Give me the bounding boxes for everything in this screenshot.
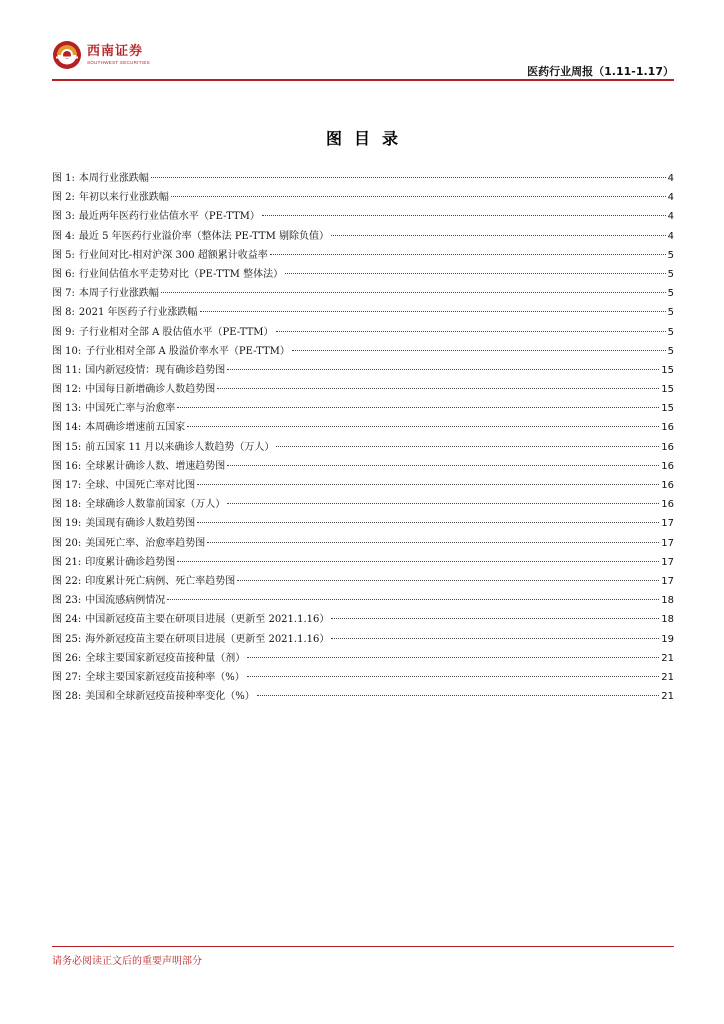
- figure-number: 图 3:: [52, 211, 75, 223]
- figure-title: 本周确诊增速前五国家: [85, 422, 186, 434]
- figure-number: 图 12:: [52, 384, 82, 396]
- header-divider: [52, 79, 674, 81]
- figure-number: 图 24:: [52, 614, 82, 626]
- toc-entry[interactable]: [52, 227, 674, 246]
- figure-title: 美国死亡率、治愈率趋势图: [85, 537, 206, 549]
- figure-number: 图 26:: [52, 652, 82, 664]
- figure-title: 全球主要国家新冠疫苗接种率（%）: [85, 671, 245, 683]
- figure-title: 年初以来行业涨跌幅: [78, 192, 169, 204]
- page-number: 4: [667, 192, 674, 204]
- page-number: 15: [661, 403, 674, 415]
- figure-number: 图 16:: [52, 460, 82, 472]
- toc-entry[interactable]: [52, 649, 674, 668]
- page-number: 17: [661, 537, 674, 549]
- toc-entry[interactable]: [52, 514, 674, 533]
- figure-title: 印度累计死亡病例、死亡率趋势图: [85, 575, 236, 587]
- figure-number: 图 25:: [52, 633, 82, 645]
- toc-entry[interactable]: [52, 457, 674, 476]
- toc-entry[interactable]: [52, 303, 674, 322]
- figure-number: 图 5:: [52, 249, 75, 261]
- dot-leader: [177, 561, 659, 562]
- logo-english-name: SOUTHWEST SECURITIES: [87, 60, 150, 65]
- report-title: 医药行业周报（1.11-1.17）: [527, 65, 674, 78]
- toc-entry[interactable]: [52, 342, 674, 361]
- page-number: 15: [661, 364, 674, 376]
- figure-number: 图 10:: [52, 345, 82, 357]
- figure-title: 行业间对比-相对沪深 300 超额累计收益率: [78, 249, 268, 261]
- dot-leader: [247, 657, 659, 658]
- figure-number: 图 28:: [52, 691, 82, 703]
- page-number: 21: [661, 671, 674, 683]
- figure-number: 图 15:: [52, 441, 82, 453]
- toc-entry[interactable]: [52, 246, 674, 265]
- toc-entry[interactable]: [52, 265, 674, 284]
- dot-leader: [276, 331, 666, 332]
- page-number: 16: [661, 480, 674, 491]
- dot-leader: [200, 311, 666, 312]
- page-number: 5: [667, 345, 674, 357]
- page-number: 16: [661, 441, 674, 453]
- toc-entry[interactable]: [52, 323, 674, 342]
- toc-entry[interactable]: [52, 630, 674, 649]
- figure-number: 图 8:: [52, 307, 75, 319]
- figure-number: 图 17:: [52, 480, 82, 491]
- figure-title: 子行业相对全部 A 股估值水平（PE-TTM）: [78, 326, 274, 338]
- page-number: 16: [661, 422, 674, 434]
- figure-number: 图 11:: [52, 364, 82, 376]
- page-number: 16: [661, 499, 674, 511]
- dot-leader: [276, 446, 659, 447]
- dot-leader: [227, 465, 659, 466]
- toc-entry[interactable]: [52, 169, 674, 188]
- page-number: 5: [667, 307, 674, 319]
- figure-title: 中国死亡率与治愈率: [85, 403, 176, 415]
- page-number: 17: [661, 556, 674, 568]
- dot-leader: [161, 292, 666, 293]
- figure-title: 全球、中国死亡率对比图: [85, 480, 196, 491]
- toc-entry[interactable]: [52, 380, 674, 399]
- page-number: 19: [661, 633, 674, 645]
- page-number: 17: [661, 575, 674, 587]
- figure-table-of-contents: [52, 169, 674, 706]
- figure-title: 最近两年医药行业估值水平（PE-TTM）: [78, 211, 260, 223]
- dot-leader: [227, 369, 659, 370]
- page-number: 5: [667, 268, 674, 280]
- toc-entry[interactable]: [52, 284, 674, 303]
- figure-number: 图 23:: [52, 595, 82, 607]
- dot-leader: [167, 599, 659, 600]
- page-number: 21: [661, 691, 674, 703]
- figure-title: 中国新冠疫苗主要在研项目进展（更新至 2021.1.16）: [85, 614, 330, 626]
- figure-title: 美国现有确诊人数趋势图: [85, 518, 196, 530]
- page-number: 18: [661, 595, 674, 607]
- toc-entry[interactable]: [52, 438, 674, 457]
- page-number: 15: [661, 384, 674, 396]
- toc-entry[interactable]: [52, 687, 674, 706]
- toc-entry[interactable]: [52, 418, 674, 437]
- toc-heading: 图目录: [325, 129, 410, 148]
- dot-leader: [262, 215, 666, 216]
- toc-entry[interactable]: [52, 610, 674, 629]
- figure-number: 图 4:: [52, 230, 75, 242]
- page-number: 5: [667, 288, 674, 300]
- figure-title: 美国和全球新冠疫苗接种率变化（%）: [85, 691, 255, 703]
- figure-title: 全球确诊人数靠前国家（万人）: [85, 499, 226, 511]
- page-header: [52, 40, 674, 84]
- figure-title: 行业间估值水平走势对比（PE-TTM 整体法）: [78, 268, 284, 280]
- figure-number: 图 19:: [52, 518, 82, 530]
- figure-number: 图 2:: [52, 192, 75, 204]
- figure-number: 图 20:: [52, 537, 82, 549]
- logo-emblem-icon: [52, 40, 82, 70]
- dot-leader: [270, 254, 666, 255]
- disclaimer-note: 请务必阅读正文后的重要声明部分: [52, 956, 202, 967]
- dot-leader: [331, 618, 659, 619]
- dot-leader: [217, 388, 659, 389]
- dot-leader: [292, 350, 666, 351]
- toc-entry[interactable]: [52, 361, 674, 380]
- figure-title: 本周子行业涨跌幅: [78, 288, 159, 300]
- dot-leader: [171, 196, 666, 197]
- toc-entry[interactable]: [52, 399, 674, 418]
- figure-title: 国内新冠疫情：现有确诊趋势图: [85, 364, 226, 376]
- dot-leader: [237, 580, 659, 581]
- dot-leader: [177, 407, 659, 408]
- figure-number: 图 21:: [52, 556, 82, 568]
- dot-leader: [187, 426, 659, 427]
- figure-title: 中国流感病例情况: [85, 595, 166, 607]
- figure-number: 图 9:: [52, 326, 75, 338]
- figure-number: 图 6:: [52, 268, 75, 280]
- toc-entry[interactable]: [52, 591, 674, 610]
- page-number: 4: [667, 211, 674, 223]
- figure-number: 图 27:: [52, 671, 82, 683]
- figure-number: 图 1:: [52, 173, 75, 184]
- page-number: 16: [661, 460, 674, 472]
- figure-number: 图 18:: [52, 499, 82, 511]
- dot-leader: [207, 542, 659, 543]
- page-number: 4: [667, 173, 674, 184]
- figure-number: 图 22:: [52, 575, 82, 587]
- figure-title: 本周行业涨跌幅: [78, 173, 149, 184]
- figure-number: 图 7:: [52, 288, 75, 300]
- company-logo: [52, 40, 150, 70]
- figure-title: 全球主要国家新冠疫苗接种量（剂）: [85, 652, 246, 664]
- toc-entry[interactable]: [52, 188, 674, 207]
- page-number: 17: [661, 518, 674, 530]
- dot-leader: [285, 273, 666, 274]
- dot-leader: [197, 484, 659, 485]
- logo-chinese-name: 西南证券: [87, 44, 144, 59]
- page-number: 18: [661, 614, 674, 626]
- figure-title: 中国每日新增确诊人数趋势图: [85, 384, 216, 396]
- dot-leader: [197, 522, 659, 523]
- dot-leader: [151, 177, 666, 178]
- toc-entry[interactable]: [52, 495, 674, 514]
- figure-title: 前五国家 11 月以来确诊人数趋势（万人）: [85, 441, 275, 453]
- figure-number: 图 14:: [52, 422, 82, 434]
- toc-entry[interactable]: [52, 572, 674, 591]
- toc-entry[interactable]: [52, 476, 674, 495]
- dot-leader: [331, 235, 666, 236]
- toc-entry[interactable]: [52, 534, 674, 553]
- toc-entry[interactable]: [52, 668, 674, 687]
- page-number: 4: [667, 230, 674, 242]
- figure-title: 全球累计确诊人数、增速趋势图: [85, 460, 226, 472]
- toc-entry[interactable]: [52, 553, 674, 572]
- dot-leader: [247, 676, 659, 677]
- dot-leader: [257, 695, 659, 696]
- figure-title: 最近 5 年医药行业溢价率（整体法 PE-TTM 剔除负值）: [78, 230, 329, 242]
- toc-entry[interactable]: [52, 207, 674, 226]
- figure-number: 图 13:: [52, 403, 82, 415]
- page-number: 5: [667, 249, 674, 261]
- dot-leader: [331, 638, 659, 639]
- dot-leader: [227, 503, 659, 504]
- footer-divider: [52, 946, 674, 947]
- page-number: 21: [661, 652, 674, 664]
- figure-title: 子行业相对全部 A 股溢价率水平（PE-TTM）: [85, 345, 290, 357]
- figure-title: 海外新冠疫苗主要在研项目进展（更新至 2021.1.16）: [85, 633, 330, 645]
- page-number: 5: [667, 326, 674, 338]
- figure-title: 印度累计确诊趋势图: [85, 556, 176, 568]
- figure-title: 2021 年医药子行业涨跌幅: [78, 307, 198, 319]
